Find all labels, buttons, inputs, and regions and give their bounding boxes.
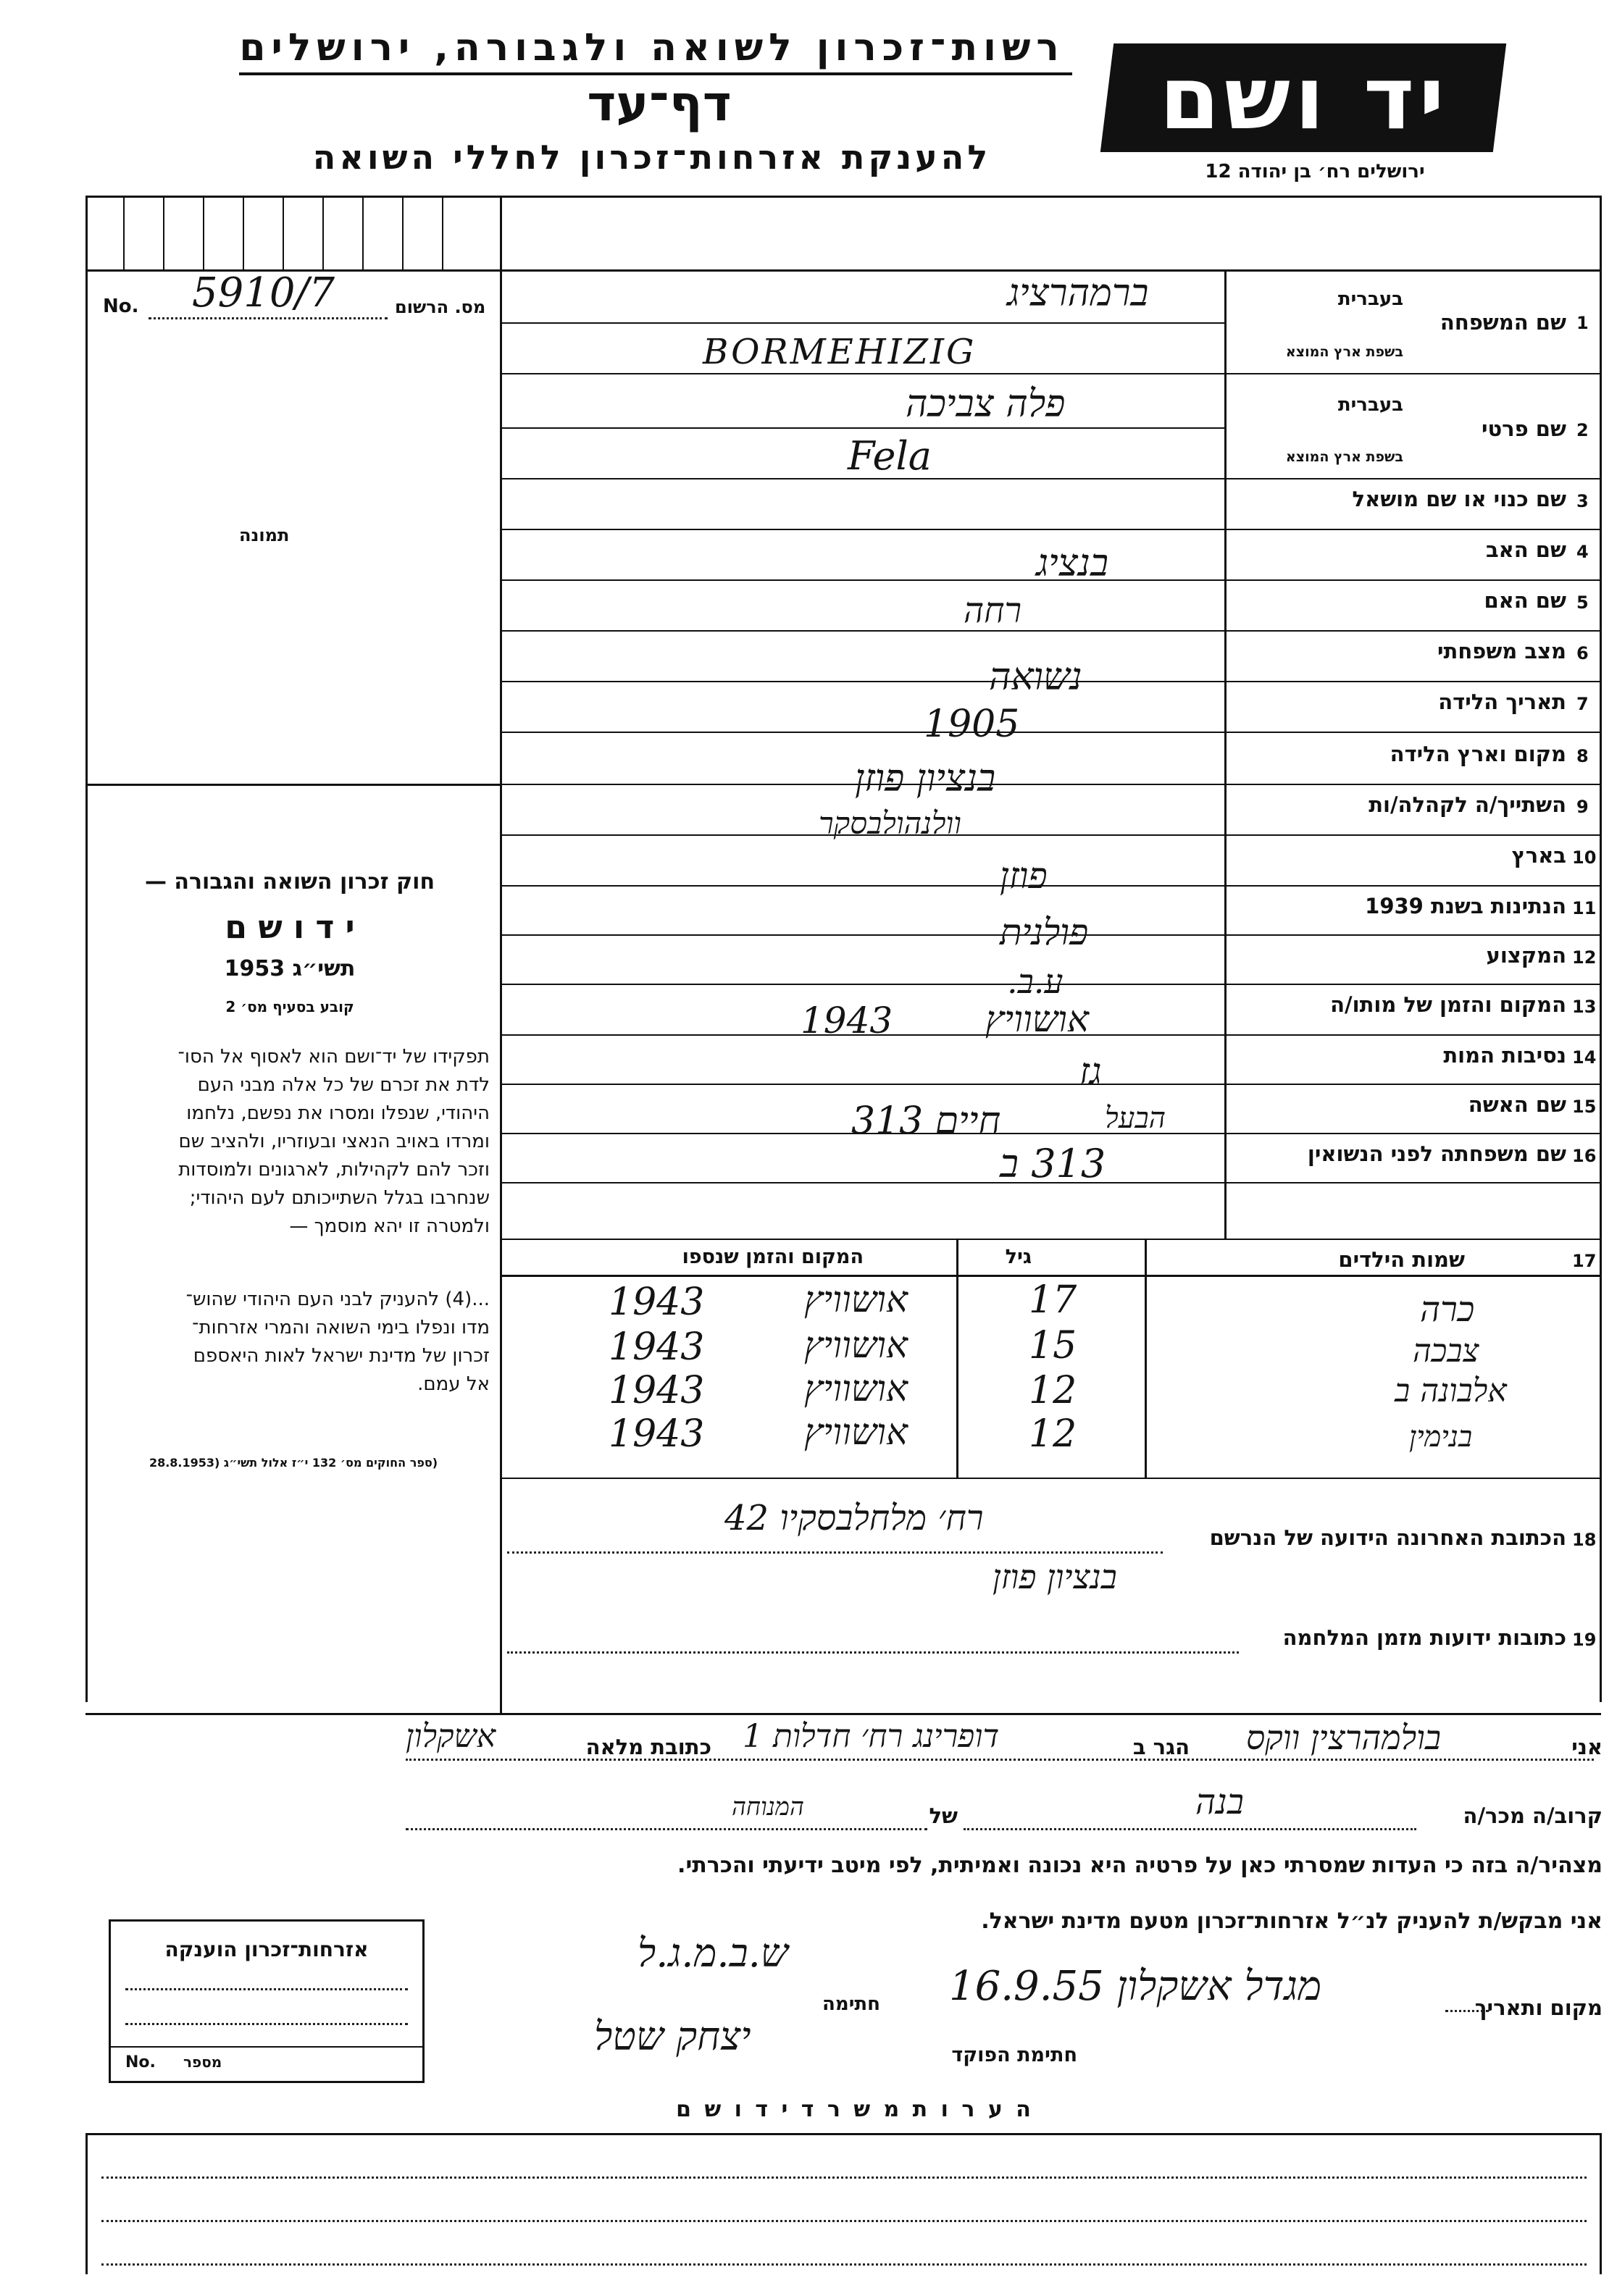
field-7-value: 1905 — [924, 703, 1020, 746]
field-15-value-he: הבעל — [1105, 1102, 1166, 1135]
field-14-value: גז — [1079, 1050, 1102, 1092]
law-paragraph-1 — [93, 1043, 490, 1241]
stamp-box-line — [125, 1988, 408, 1990]
decl-official-value: יצחק שטל — [594, 2014, 751, 2059]
row-sep — [500, 1239, 1601, 1240]
decl-of-line — [406, 1828, 927, 1830]
field-2-sub-orig: בשפת ארץ המוצא — [1285, 449, 1403, 465]
law-line: ...(4) להעניק לבני העם היהודי שהוש־ — [185, 1289, 490, 1310]
decl-relative-label: קרוב/ה מכר/ה — [1463, 1803, 1603, 1828]
field-5-number: 5 — [1576, 592, 1589, 613]
decl-full-address-value: אשקלון — [406, 1718, 496, 1755]
child-name: בנימין — [1409, 1420, 1473, 1454]
law-line: היהודי, שנפלו ומסרו את נפשם, נלחמו — [186, 1102, 490, 1124]
row-sep — [500, 732, 1601, 733]
law-title: חוק זכרון השואה והגבורה — — [144, 869, 435, 894]
law-year: תשי״ג 1953 — [224, 956, 356, 981]
child-place: אושוויץ — [804, 1411, 908, 1453]
law-paragraph-2 — [93, 1286, 490, 1399]
field-19-number: 19 — [1572, 1630, 1597, 1650]
reg-box-div-2 — [163, 196, 164, 269]
reg-no-value: 5910/7 — [192, 269, 335, 317]
stamp-box-title: אזרחות־זכרון הוענקה — [164, 1937, 369, 1961]
reg-box-div-3 — [203, 196, 204, 269]
child-place: אושוויץ — [804, 1367, 908, 1409]
remarks-frame-left — [85, 2133, 88, 2274]
frame-declaration-top — [85, 1713, 1601, 1715]
law-line: מדו ונפלו בימי השואה והמרי אזרחות־ — [192, 1317, 490, 1338]
child-age: 12 — [1029, 1412, 1077, 1456]
remarks-line — [101, 2220, 1587, 2222]
children-table-bottom — [500, 1478, 1601, 1479]
field-9-number: 9 — [1576, 797, 1589, 817]
field-14-label: נסיבות המות — [1443, 1043, 1566, 1068]
decl-i-label: אני — [1571, 1735, 1603, 1759]
row1-subdivider — [500, 322, 1227, 324]
form-subtitle: להענקת אזרחות־זכרון לחללי השואה — [312, 138, 992, 177]
row-sep — [500, 885, 1601, 887]
law-line: ומרדו באויב הנאצי ובעוזריו, ולהציב שם — [178, 1131, 490, 1152]
field-11-label: הנתינות בשנת 1939 — [1365, 894, 1566, 918]
field-4-label: שם האב — [1485, 537, 1566, 562]
children-col-div-1 — [956, 1239, 958, 1478]
field-13-number: 13 — [1572, 997, 1597, 1017]
field-18-value-2: בנציון פוזן — [993, 1557, 1117, 1596]
authority-title: רשות־זכרון לשואה ולגבורה, ירושלים — [239, 26, 1065, 70]
form-title: דף־עד — [587, 75, 732, 133]
field-10-number: 10 — [1572, 847, 1597, 868]
label-column-divider — [1224, 269, 1227, 1240]
row-sep — [500, 1084, 1601, 1085]
field-2-value-he: פלה צביכה — [906, 382, 1066, 426]
reg-box-div-4 — [243, 196, 244, 269]
citizenship-stamp-box — [109, 1919, 425, 2083]
children-col-div-2 — [1145, 1239, 1147, 1478]
field-12-label: המקצוע — [1486, 943, 1566, 968]
stamp-box-line — [125, 2023, 408, 2025]
child-age: 12 — [1029, 1369, 1077, 1412]
law-line: אל עמם. — [417, 1373, 490, 1395]
field-18-line — [507, 1551, 1163, 1554]
frame-top — [85, 196, 1601, 198]
child-year: 1943 — [609, 1369, 705, 1412]
decl-of-label: של — [929, 1803, 958, 1828]
remarks-frame-top — [85, 2133, 1602, 2135]
remarks-line — [101, 2263, 1587, 2266]
field-8-label: מקום וארץ הלידה — [1390, 742, 1566, 766]
child-year: 1943 — [609, 1325, 705, 1369]
field-10-label: בארץ — [1511, 843, 1566, 868]
row-sep — [500, 784, 1601, 785]
child-year: 1943 — [609, 1412, 705, 1456]
field-5-value: רחה — [964, 590, 1022, 631]
stamp-box-number-divider — [111, 2046, 422, 2048]
child-place: אושוויץ — [804, 1278, 908, 1320]
field-2-label: שם פרטי — [1481, 416, 1566, 441]
field-6-number: 6 — [1576, 643, 1589, 663]
reg-box-div-8 — [402, 196, 404, 269]
row-sep — [500, 373, 1601, 374]
field-11-value: פולנית — [1000, 911, 1089, 953]
field-13-label: המקום והזמן של מותו/ה — [1330, 992, 1566, 1017]
field-16-label: שם משפחתה לפני הנשואין — [1307, 1141, 1566, 1166]
reg-box-div-7 — [362, 196, 364, 269]
decl-i-value: בולמהרצין ווקס — [1246, 1718, 1442, 1757]
frame-left — [85, 196, 88, 1702]
field-13-value-year: 1943 — [801, 1000, 893, 1042]
law-line: תפקידו של יד־ושם הוא לאסוף אל הסו־ — [177, 1046, 490, 1068]
field-13-value-place: אושוויץ — [985, 998, 1089, 1040]
decl-full-address-label: כתובת מלאה — [585, 1735, 711, 1759]
field-19-label: כתובות ידועות מזמן המלחמה — [1282, 1625, 1566, 1650]
row-sep — [500, 834, 1601, 836]
child-name: כרה — [1420, 1289, 1475, 1330]
law-citation: (ספר החוקים מס׳ 132 י״ז אלול תשי״ג (28.8.1953 — [149, 1456, 438, 1470]
field-4-value: בנציג — [1036, 542, 1109, 585]
field-7-label: תאריך הלידה — [1438, 690, 1566, 714]
field-2-value-orig: Fela — [848, 433, 932, 479]
reg-box-div-9 — [442, 196, 443, 269]
field-9-label: השתייך/ה לקהלה/ות — [1369, 792, 1566, 817]
field-12-value: ע.ב. — [1007, 962, 1064, 1001]
reg-no-line — [149, 317, 388, 319]
decl-i-line — [406, 1759, 1594, 1761]
child-place: אושוויץ — [804, 1324, 908, 1366]
decl-signature-label: חתימה — [822, 1993, 880, 2015]
field-5-label: שם האם — [1484, 588, 1566, 613]
field-8-value: בנציון פוזן — [855, 757, 996, 800]
law-line: זכרון של מדינת ישראל לאות היאספם — [193, 1345, 490, 1367]
child-name: צבכה — [1413, 1333, 1479, 1370]
photo-area-bottom — [85, 784, 502, 786]
field-4-number: 4 — [1576, 542, 1589, 562]
field-8-number: 8 — [1576, 746, 1589, 766]
field-7-number: 7 — [1576, 694, 1589, 714]
decl-place-date-label: מקום ותאריך — [1474, 1995, 1603, 2020]
child-age: 17 — [1029, 1278, 1077, 1322]
law-name: י ד ו ש ם — [225, 909, 355, 946]
field-18-number: 18 — [1572, 1530, 1597, 1550]
law-section: קובע בסעיף מס׳ 2 — [225, 998, 354, 1015]
child-name: אלבונה ב — [1395, 1373, 1507, 1409]
decl-resides-label: הגר ב — [1132, 1735, 1190, 1759]
field-16-value: 313 ב — [1000, 1141, 1106, 1186]
field-10-value: פוזן — [1000, 855, 1048, 897]
row2-subdivider — [500, 427, 1227, 429]
children-number: 17 — [1572, 1251, 1597, 1271]
field-15-value: חיים 313 — [851, 1099, 1001, 1143]
field-15-number: 15 — [1572, 1097, 1597, 1117]
address: ירושלים רח׳ בן יהודה 12 — [1205, 161, 1425, 183]
decl-place-date-line — [1445, 2010, 1489, 2012]
field-1-sub-he: בעברית — [1337, 288, 1403, 310]
children-header-place-time: המקום והזמן שנספו — [682, 1246, 864, 1268]
reg-no-label-en: No. — [103, 296, 139, 317]
law-line: לדת את זכרם של כל אלה מבני העם — [197, 1074, 490, 1096]
children-header-bottom — [500, 1275, 1601, 1277]
field-16-number: 16 — [1572, 1146, 1597, 1166]
stamp-box-number-label: מספר — [183, 2053, 222, 2071]
reg-no-label-he: מס. הרשום — [395, 297, 486, 317]
law-line: ולמטרה זו יהא מוסמך — — [289, 1215, 490, 1237]
stamp-box-no-label: No. — [125, 2053, 156, 2071]
row-sep — [500, 1133, 1601, 1134]
decl-relative-line — [964, 1828, 1416, 1830]
field-15-label: שם האשה — [1468, 1092, 1566, 1117]
field-6-value: נשואה — [989, 655, 1082, 699]
field-1-value-he: ברמהרציג — [1007, 272, 1149, 315]
law-line: שנחרבו בגלל השתייכותם לעם היהודי; — [189, 1187, 490, 1209]
child-year: 1943 — [609, 1281, 705, 1324]
field-1-value-orig: BORMEHIZIG — [703, 332, 977, 372]
remarks-frame-right — [1600, 2133, 1602, 2274]
decl-of-value: המנוחה — [732, 1793, 804, 1822]
row-sep — [500, 630, 1601, 632]
field-6-label: מצב משפחתי — [1437, 639, 1566, 663]
field-12-number: 12 — [1572, 947, 1597, 968]
field-19-line — [507, 1651, 1239, 1654]
child-age: 15 — [1029, 1324, 1077, 1367]
reg-box-div-5 — [283, 196, 284, 269]
decl-statement: מצהיר/ה בזה כי העדות שמסרתי כאן על פרטיה היא נכונה ואמיתית, לפי מיטב ידיעתי והכרתי. — [677, 1853, 1603, 1878]
row-sep — [500, 529, 1601, 530]
decl-official-label: חתימת הפוקד — [951, 2044, 1077, 2066]
field-1-sub-orig: בשפת ארץ המוצא — [1285, 344, 1403, 360]
field-18-label: הכתובת האחרונה הידועה של הנרשם — [1209, 1525, 1566, 1550]
field-3-label: שם כנוי או שם מושאל — [1352, 487, 1566, 511]
field-2-number: 2 — [1576, 420, 1589, 440]
decl-request: אני מבקש/ת להעניק לנ״ל אזרחות־זכרון מטעם מדינת ישראל. — [981, 1909, 1603, 1934]
children-header-names: שמות הילדים — [1338, 1247, 1465, 1272]
logo-text: יד ושם — [1159, 49, 1449, 149]
field-2-sub-he: בעברית — [1337, 394, 1403, 416]
field-18-value-1: רח׳ מלחלבסקיו 42 — [724, 1498, 984, 1538]
field-11-number: 11 — [1572, 898, 1597, 918]
photo-label: תמונה — [239, 525, 290, 545]
field-3-number: 3 — [1576, 491, 1589, 511]
field-14-number: 14 — [1572, 1047, 1597, 1068]
frame-column-divider — [500, 196, 502, 1713]
reg-box-div-1 — [123, 196, 125, 269]
row-sep — [500, 478, 1601, 479]
field-9-value: וולנהולבסקר — [819, 805, 962, 841]
decl-signature-mark: ש.ב.מ.ג.ל — [638, 1930, 789, 1976]
reg-box-div-6 — [322, 196, 324, 269]
frame-right — [1600, 196, 1602, 1702]
decl-place-date-value: מגדל אשקלון 16.9.55 — [949, 1963, 1322, 2010]
children-header-age: גיל — [1005, 1246, 1032, 1268]
field-1-label: שם המשפחה — [1440, 310, 1566, 335]
decl-relative-value: בנה — [1195, 1782, 1244, 1822]
decl-resides-value: דופרינג רח׳ חדלות 1 — [743, 1718, 1000, 1755]
field-1-number: 1 — [1576, 313, 1589, 333]
law-line: וזכר להם לקהילות, לארגונים ולמוסדות — [178, 1159, 490, 1181]
remarks-title: ה ע ר ו ת מ ש ר ד י ד ו ש ם — [676, 2097, 1034, 2122]
remarks-line — [101, 2176, 1587, 2179]
